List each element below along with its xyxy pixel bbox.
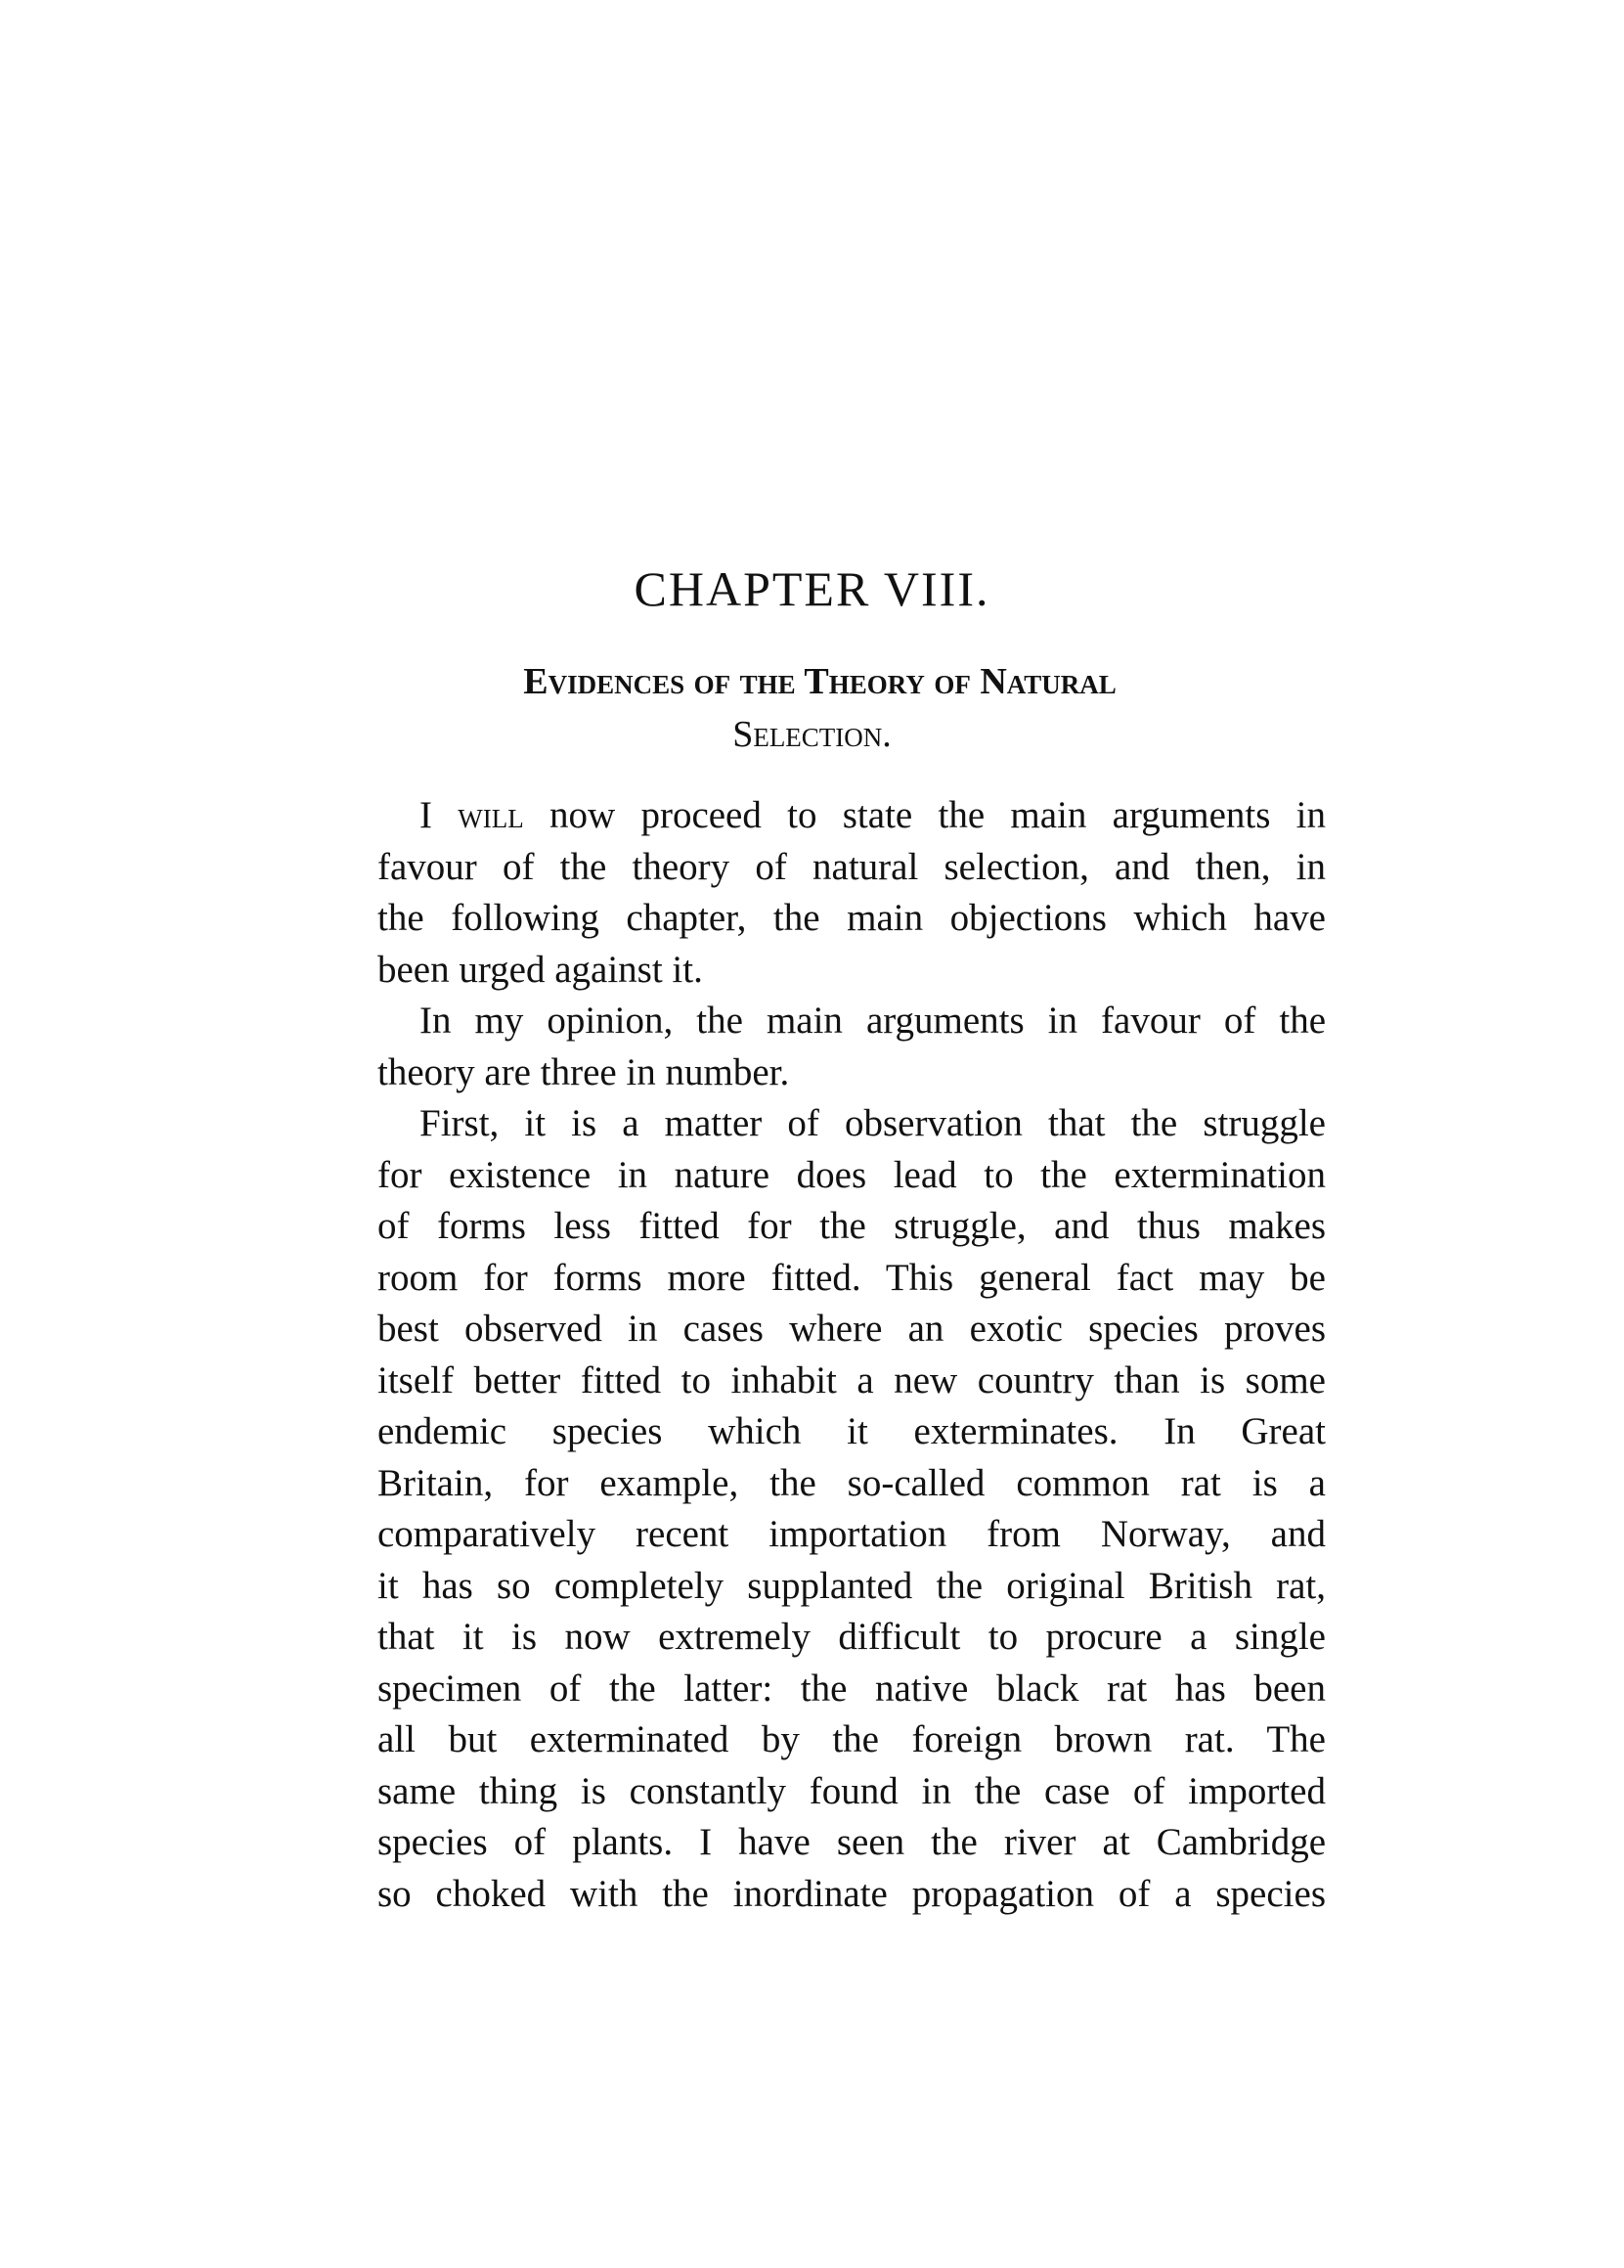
smallcaps-word: will [458,794,524,836]
text-line: for existence in nature does lead to the extermination [377,1153,1326,1196]
text-line: endemic species which it exterminates. In Great [377,1410,1326,1452]
text-line: theory are three in number. [377,1050,790,1093]
text-line: best observed in cases where an exotic species proves [377,1308,1326,1350]
text-line: Britain, for example, the so-called common rat is a [377,1461,1326,1504]
text-line: itself better fitted to inhabit a new country than is some [377,1358,1326,1401]
chapter-subtitle-line-2: Selection. [732,714,892,755]
text-line: room for forms more fitted. This general fact may be [377,1256,1326,1299]
text-line: same thing is constantly found in the case of imported [377,1769,1326,1812]
text-line: all but exterminated by the foreign brown rat. The [377,1718,1326,1760]
text-line: First, it is a matter of observation that the struggle [419,1102,1326,1144]
text-line: favour of the theory of natural selection, and then, in [377,845,1326,888]
text-line: comparatively recent importation from Norway, and [377,1513,1326,1555]
text-line: of forms less fitted for the struggle, and thus makes [377,1205,1326,1247]
text-line [377,790,1326,842]
chapter-number: CHAPTER VIII. [634,561,990,616]
text-line: specimen of the latter: the native black rat has been [377,1667,1326,1710]
chapter-subtitle-line-1: Evidences of the Theory of Natural [523,661,1117,702]
text-line: species of plants. I have seen the river at Cambridge [377,1821,1326,1863]
text-line: been urged against it. [377,948,703,991]
text-line: that it is now extremely difficult to procure a single [377,1616,1326,1658]
text-line: so choked with the inordinate propagation of a species [377,1872,1326,1915]
drop-word: I [419,794,432,836]
text-line-rest: now proceed to state the main arguments in [523,794,1326,836]
body-text [377,790,1326,1920]
text-line: it has so completely supplanted the original British rat, [377,1564,1326,1607]
text-line: In my opinion, the main arguments in favour of the [419,1000,1326,1042]
text-line: the following chapter, the main objections which have [377,897,1326,939]
